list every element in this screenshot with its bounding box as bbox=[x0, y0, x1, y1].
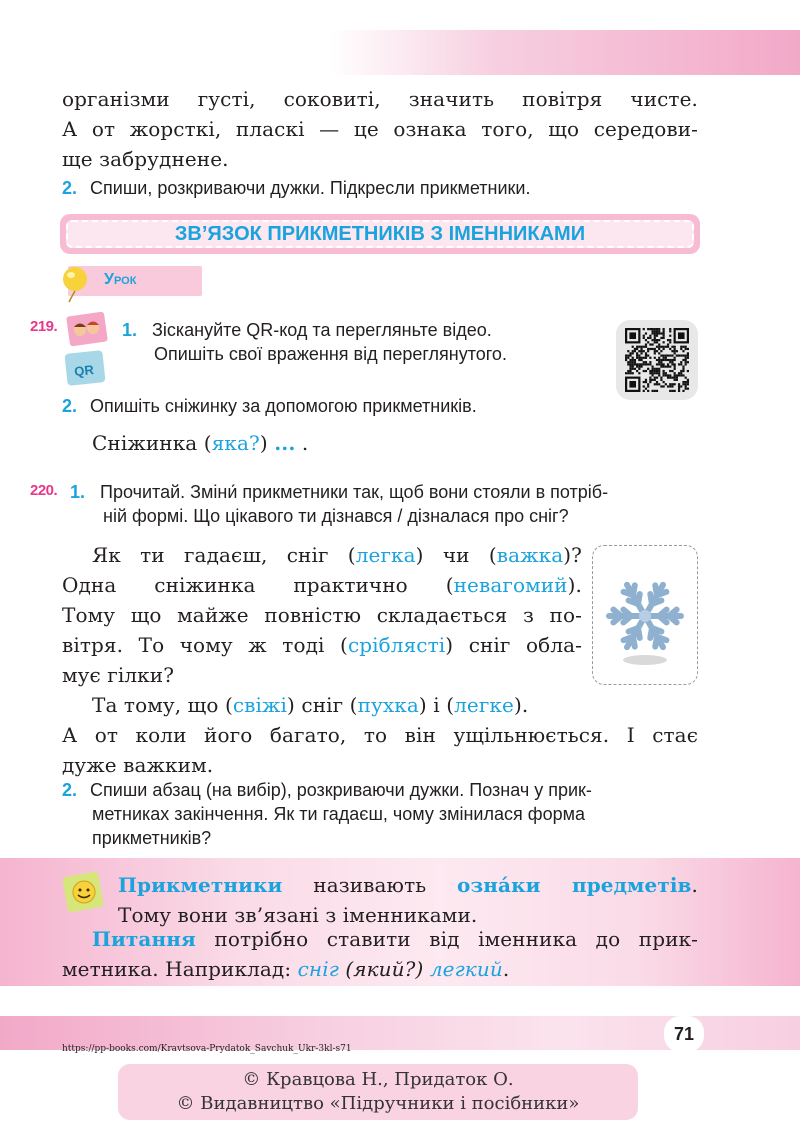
snowflake-frame bbox=[592, 545, 698, 685]
example-adjective: легкий bbox=[429, 957, 503, 981]
adjective: невагомий bbox=[453, 573, 568, 597]
footer-url[interactable]: https://pp-books.com/Kravtsova-Prydatok_Savchuk_Ukr-3kl-s71 bbox=[62, 1044, 352, 1054]
sample-answer bbox=[92, 428, 308, 458]
task-line-1: Прочитай. Зміни́ прикметники так, щоб вони стояли в потріб- bbox=[100, 482, 609, 502]
task-text: Спиши, розкриваючи дужки. Підкресли прикметники. bbox=[90, 178, 531, 198]
rule-term: Питання bbox=[92, 927, 196, 951]
copyright-box bbox=[118, 1064, 638, 1120]
page-number: 71 bbox=[664, 1016, 704, 1052]
adjective: сріблясті bbox=[347, 633, 446, 657]
text-line: А от коли його багато, то він ущільнюється. І стає bbox=[62, 723, 698, 747]
intro-line-3: ще забруднене. bbox=[62, 147, 229, 171]
qr-code-icon[interactable] bbox=[625, 328, 689, 392]
task-number: 2. bbox=[62, 178, 78, 198]
task-line-2: метниках закінчення. Як ти гадаєш, чому змінилася форма bbox=[92, 804, 585, 824]
exercise-219-task-2 bbox=[62, 394, 477, 418]
smiley-note-icon bbox=[62, 870, 106, 916]
exercise-220-text-narrow bbox=[62, 540, 582, 720]
copyright-line-1: © Кравцова Н., Придаток О. bbox=[242, 1069, 514, 1090]
rule-line-1: Прикметники називають озна́ки предметів. Тому вони зв’язані з іменниками. bbox=[118, 870, 698, 930]
task-number: 2. bbox=[62, 396, 78, 416]
sample-word: Сніжинка bbox=[92, 431, 198, 455]
task-text: Опишіть сніжинку за допомогою прикметників. bbox=[90, 396, 477, 416]
lesson-label: Урок bbox=[104, 271, 137, 288]
exercise-220-task-1 bbox=[70, 480, 702, 528]
exercise-220-number: 220. bbox=[30, 482, 58, 499]
exercise-220-text-wide bbox=[62, 720, 698, 780]
copyright-line-2: © Видавництво «Підручники і посібники» bbox=[176, 1093, 580, 1114]
task-line-2: ній формі. Що цікавого ти дізнався / дізналася про сніг? bbox=[103, 506, 569, 526]
text-line: Та тому, що (свіжі) сніг (пухка) і (легке). bbox=[92, 693, 529, 717]
text-line: Тому що майже повністю складається з по- bbox=[62, 603, 582, 627]
text-line: вітря. То чому ж тоді (сріблясті) сніг обла- bbox=[62, 633, 583, 657]
intro-line-2: А от жорсткі, пласкі — це ознака того, що середови- bbox=[62, 117, 698, 141]
adjective: важка bbox=[496, 543, 564, 567]
exercise-219-task-1 bbox=[122, 318, 602, 366]
task-number: 1. bbox=[70, 482, 86, 502]
example-question: (який?) bbox=[345, 957, 424, 981]
task-number: 2. bbox=[62, 780, 78, 800]
adjective: пухка bbox=[357, 693, 419, 717]
adjective: легке bbox=[454, 693, 514, 717]
paren: ( bbox=[203, 431, 212, 455]
top-decorative-band bbox=[330, 30, 800, 75]
task-2-top bbox=[62, 176, 530, 200]
adjective: свіжі bbox=[232, 693, 288, 717]
text-line: мує гілки? bbox=[62, 663, 175, 687]
intro-paragraph bbox=[62, 84, 698, 174]
exercise-219-number: 219. bbox=[30, 318, 58, 335]
task-line-1: Зіскануйте QR-код та перегляньте відео. bbox=[152, 320, 492, 340]
sample-end: . bbox=[301, 431, 309, 455]
paren: ) bbox=[259, 431, 268, 455]
rule-line-3: Питання потрібно ставити від іменника до прик- bbox=[92, 927, 698, 951]
qr-badge-text: QR bbox=[73, 362, 95, 380]
video-qr-icon bbox=[64, 310, 116, 390]
adjective: легка bbox=[355, 543, 416, 567]
task-line-1: Спиши абзац (на вибір), розкриваючи дужки. Познач у прик- bbox=[90, 780, 592, 800]
sample-question: яка? bbox=[211, 431, 260, 455]
exercise-220-task-2 bbox=[62, 778, 702, 850]
text-line: Одна сніжинка практично (невагомий). bbox=[62, 573, 582, 597]
topic-title: ЗВ’ЯЗОК ПРИКМЕТНИКІВ З ІМЕННИКАМИ bbox=[174, 222, 586, 245]
text-line: дуже важким. bbox=[62, 753, 214, 777]
rule-line-2: Тому вони зв’язані з іменниками. bbox=[118, 903, 478, 927]
text-line: Як ти гадаєш, сніг (легка) чи (важка)? bbox=[92, 543, 582, 567]
rule-term: озна́ки предметів bbox=[457, 873, 692, 897]
balloon-icon bbox=[55, 264, 95, 304]
qr-code-box[interactable] bbox=[616, 320, 698, 400]
task-line-2: Опишіть свої враження від переглянутого. bbox=[154, 344, 507, 364]
topic-banner bbox=[60, 214, 700, 254]
task-line-3: прикметників? bbox=[92, 828, 212, 848]
intro-line-1: організми густі, соковиті, значить повітря чисте. bbox=[62, 87, 698, 111]
sample-dots: ... bbox=[274, 431, 296, 455]
rule-line-4: метника. Наприклад: сніг (який?) легкий. bbox=[62, 957, 510, 981]
task-number: 1. bbox=[122, 320, 138, 340]
example-noun: сніг bbox=[297, 957, 339, 981]
rule-term: Прикметники bbox=[118, 873, 283, 897]
snowflake-icon bbox=[599, 564, 691, 668]
